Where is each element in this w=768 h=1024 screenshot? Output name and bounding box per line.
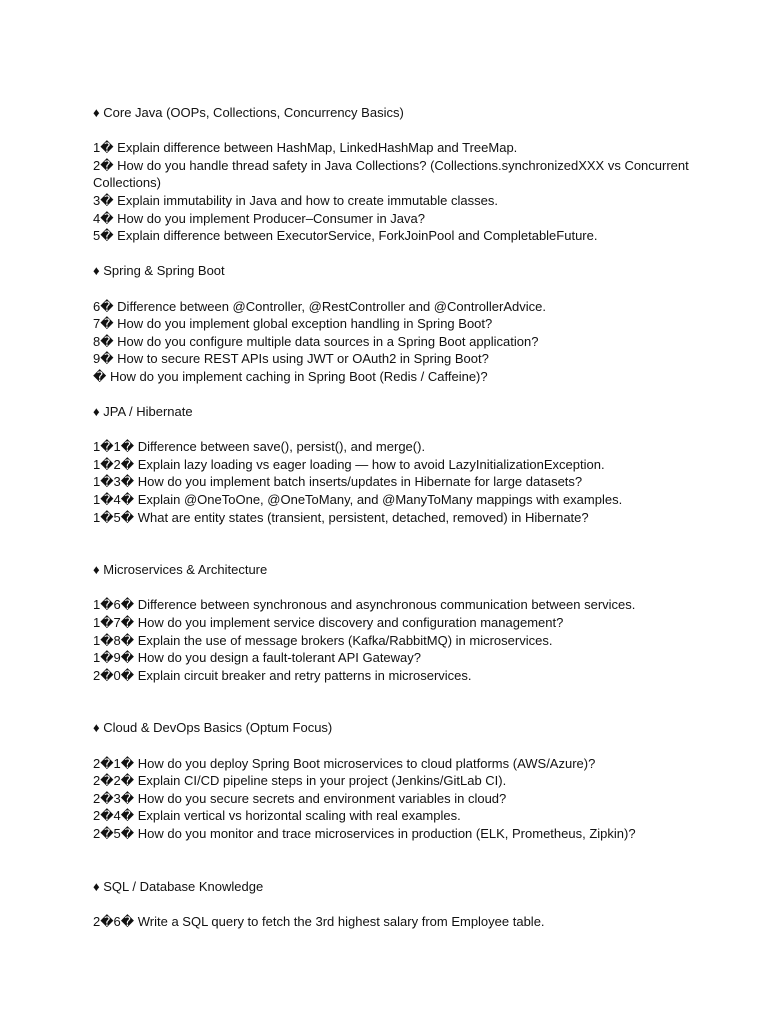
question-item: 2�1� How do you deploy Spring Boot microservices to cloud platforms (AWS/Azure)?: [93, 755, 596, 771]
question-item: 1�6� Difference between synchronous and asynchronous communication between services.: [93, 597, 636, 613]
question-item: 1�9� How do you design a fault-tolerant API Gateway?: [93, 650, 422, 666]
question-item: 1�8� Explain the use of message brokers (Kafka/RabbitMQ) in microservices.: [93, 632, 553, 648]
section-heading-sql: ♦ SQL / Database Knowledge: [93, 878, 264, 894]
document-body: [93, 104, 693, 930]
question-item: 2�4� Explain vertical vs horizontal scaling with real examples.: [93, 808, 461, 824]
question-item: 9� How to secure REST APIs using JWT or OAuth2 in Spring Boot?: [93, 351, 489, 367]
question-item: 8� How do you configure multiple data sources in a Spring Boot application?: [93, 333, 539, 349]
question-item: 2�3� How do you secure secrets and environment variables in cloud?: [93, 790, 507, 806]
question-item: 2�6� Write a SQL query to fetch the 3rd highest salary from Employee table.: [93, 913, 545, 929]
section-heading-spring: ♦ Spring & Spring Boot: [93, 263, 225, 279]
section-heading-cloud-devops: ♦ Cloud & DevOps Basics (Optum Focus): [93, 720, 333, 736]
question-item: 1�3� How do you implement batch inserts/updates in Hibernate for large datasets?: [93, 474, 583, 490]
question-item: 1�4� Explain @OneToOne, @OneToMany, and @ManyToMany mappings with examples.: [93, 492, 623, 508]
question-item: 1�5� What are entity states (transient, persistent, detached, removed) in Hibernate?: [93, 509, 589, 525]
question-item: 2�5� How do you monitor and trace microservices in production (ELK, Prometheus, Zipkin)?: [93, 825, 636, 841]
question-item: 1�1� Difference between save(), persist(), and merge().: [93, 439, 426, 455]
question-item: 4� How do you implement Producer–Consumer in Java?: [93, 210, 425, 226]
question-item: 2� How do you handle thread safety in Java Collections? (Collections.synchronizedXXX vs Concurrent Collections): [93, 157, 689, 191]
question-item: 2�0� Explain circuit breaker and retry patterns in microservices.: [93, 667, 472, 683]
section-heading-jpa-hibernate: ♦ JPA / Hibernate: [93, 404, 193, 420]
section-heading-microservices: ♦ Microservices & Architecture: [93, 562, 268, 578]
question-item: 2�2� Explain CI/CD pipeline steps in your project (Jenkins/GitLab CI).: [93, 773, 507, 789]
question-item: 1�7� How do you implement service discovery and configuration management?: [93, 615, 564, 631]
question-item: 7� How do you implement global exception handling in Spring Boot?: [93, 316, 493, 332]
section-heading-core-java: ♦ Core Java (OOPs, Collections, Concurrency Basics): [93, 105, 404, 120]
question-item: 5� Explain difference between ExecutorService, ForkJoinPool and CompletableFuture.: [93, 228, 598, 244]
question-item: 6� Difference between @Controller, @RestController and @ControllerAdvice.: [93, 298, 546, 314]
question-item: 1�2� Explain lazy loading vs eager loading — how to avoid LazyInitializationException.: [93, 456, 605, 472]
question-item: 3� Explain immutability in Java and how to create immutable classes.: [93, 192, 498, 208]
question-item: � How do you implement caching in Spring Boot (Redis / Caffeine)?: [93, 368, 488, 384]
question-item: 1� Explain difference between HashMap, LinkedHashMap and TreeMap.: [93, 140, 518, 156]
